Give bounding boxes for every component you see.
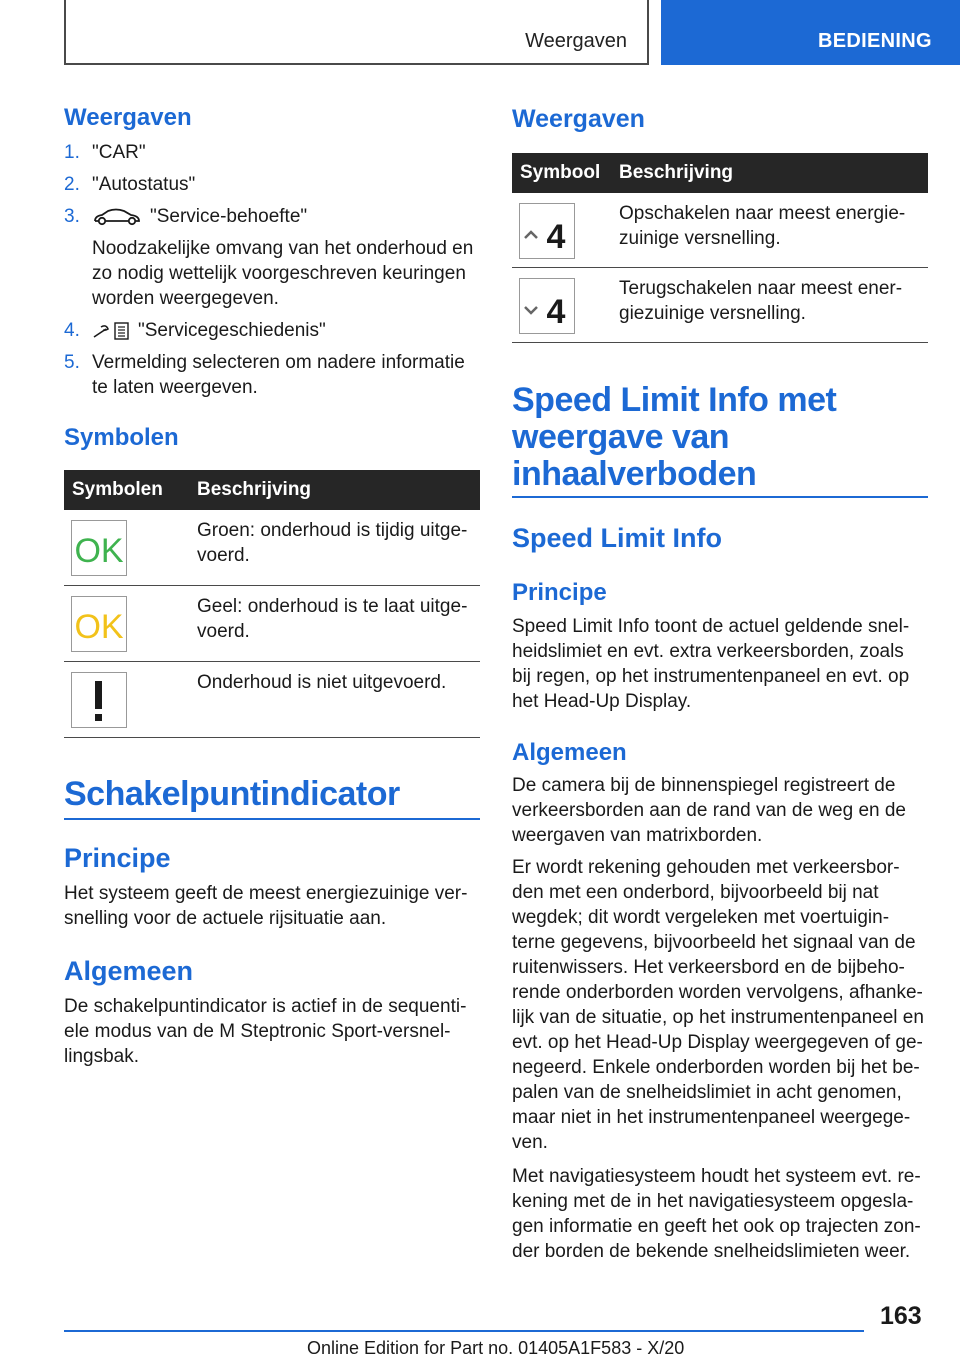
speed-limit-info-heading: Speed Limit Info xyxy=(512,523,723,553)
car-icon xyxy=(92,208,142,226)
table-header-cell: Beschrijving xyxy=(619,162,734,183)
table-header-cell: Beschrijving xyxy=(197,479,312,500)
table-cell-text: Terugschakelen naar meest ener-giezuinige versnelling. xyxy=(619,278,903,324)
table-row xyxy=(512,268,928,343)
list-text: Vermelding selecteren om nadere informatie te laten weergeven. xyxy=(92,352,465,398)
shift-up-4-icon xyxy=(519,203,575,259)
list-text: "Autostatus" xyxy=(92,174,196,195)
table-row xyxy=(64,510,480,586)
list-text xyxy=(92,204,482,229)
list-item xyxy=(64,236,480,311)
list-item xyxy=(64,204,480,229)
list-number: 2. xyxy=(64,174,80,195)
svg-text:4: 4 xyxy=(546,218,566,256)
ok-yellow-icon xyxy=(71,596,127,652)
header-section-box xyxy=(64,0,649,65)
left-algemeen-heading: Algemeen xyxy=(64,956,194,986)
right-algemeen-p2: Er wordt rekening gehouden met verkeersbor-den met een onderbord, bijvoorbeeld bij nat wegdek; dit wordt vergeleken met voertuigin-terne gegevens, bijvoorbeeld het signaal van de ruitenwissers. Het verkeersbord en de bijbeho-rende onderborden worden vervolgens, afhanke-lijk van de situatie, op het instrumentenpaneel en evt. op het Head-Up Display weergegeven of ge-negeerd. Enkele onderborden worden bij het be-palen van de snelheidslimiet in acht genomen, maar niet in het instrumentenpaneel weergege-ven. xyxy=(512,857,924,1153)
svg-text:OK: OK xyxy=(74,532,124,570)
svg-text:OK: OK xyxy=(74,608,124,646)
footer-rule xyxy=(64,1330,864,1332)
table-header-cell: Symbolen xyxy=(72,479,163,500)
list-number: 5. xyxy=(64,352,80,373)
list-number: 3. xyxy=(64,206,80,227)
page-number: 163 xyxy=(880,1302,922,1330)
list-number: 1. xyxy=(64,142,80,163)
left-algemeen-text: De schakelpuntindicator is actief in de sequenti-ele modus van de M Steptronic Sport-versnel-lingsbak. xyxy=(64,996,467,1067)
symbolen-table-header xyxy=(64,470,480,510)
table-cell-text: Geel: onderhoud is te laat uitge-voerd. xyxy=(197,596,468,642)
table-row xyxy=(512,193,928,268)
right-principe-text: Speed Limit Info toont de actuel geldende snel-heidslimiet en evt. extra verkeersborden, zoals bij regen, op het instrumentenpaneel en evt. op het Head-Up Display. xyxy=(512,616,910,712)
table-row xyxy=(64,586,480,662)
list-item xyxy=(64,318,480,343)
right-algemeen-p1: De camera bij de binnenspiegel registreert de verkeersborden aan de rand van de weg en de weergaven van matrixborden. xyxy=(512,775,906,846)
list-item xyxy=(64,140,480,165)
speed-limit-heading-line1: Speed Limit Info met xyxy=(512,381,837,419)
speed-limit-heading-line2: weergave van xyxy=(512,418,730,456)
heading-rule xyxy=(64,818,480,820)
list-item xyxy=(64,350,480,400)
list-text: Noodzakelijke omvang van het onderhoud en zo nodig wettelijk voorgeschreven keuringen worden weergegeven. xyxy=(92,238,474,309)
symbool-table-header xyxy=(512,153,928,193)
svg-text:4: 4 xyxy=(546,293,566,331)
header-chapter-title: BEDIENING xyxy=(818,30,932,52)
header-chapter-tab xyxy=(661,0,960,65)
right-weergaven-heading: Weergaven xyxy=(512,105,645,133)
list-text-label: "Servicegeschiedenis" xyxy=(138,320,326,341)
right-algemeen-p3: Met navigatiesysteem houdt het systeem evt. re-kening met de in het navigatiesysteem opgesla-gen informatie en geeft het ook op trajecten zon-der borden de bekende snelheidslimieten weer. xyxy=(512,1166,921,1262)
list-text-label: "Service-behoefte" xyxy=(150,206,308,227)
service-history-icon xyxy=(92,321,130,341)
footer-edition: Online Edition for Part no. 01405A1F583 - X/20 xyxy=(307,1338,685,1358)
table-row xyxy=(64,662,480,738)
left-principe-text: Het systeem geeft de meest energiezuinige ver-snelling voor de actuele rijsituatie aan. xyxy=(64,883,468,929)
speed-limit-heading-line3: inhaalverboden xyxy=(512,455,757,493)
exclamation-icon xyxy=(71,672,127,728)
list-text: "CAR" xyxy=(92,142,146,163)
header-section-title: Weergaven xyxy=(525,30,627,52)
right-algemeen-heading: Algemeen xyxy=(512,739,627,766)
left-symbolen-heading: Symbolen xyxy=(64,424,179,451)
left-principe-heading: Principe xyxy=(64,843,171,873)
heading-rule xyxy=(512,496,928,498)
schakelpuntindicator-heading: Schakelpuntindicator xyxy=(64,775,400,813)
ok-green-icon xyxy=(71,520,127,576)
list-number: 4. xyxy=(64,320,80,341)
table-cell-text: Opschakelen naar meest energie-zuinige versnelling. xyxy=(619,203,906,249)
left-weergaven-heading: Weergaven xyxy=(64,104,192,131)
table-cell-text: Onderhoud is niet uitgevoerd. xyxy=(197,672,447,693)
table-cell-text: Groen: onderhoud is tijdig uitge-voerd. xyxy=(197,520,468,566)
table-header-cell: Symbool xyxy=(520,162,601,183)
shift-down-4-icon xyxy=(519,278,575,334)
list-text xyxy=(92,318,482,343)
list-item xyxy=(64,172,480,197)
right-principe-heading: Principe xyxy=(512,579,607,606)
